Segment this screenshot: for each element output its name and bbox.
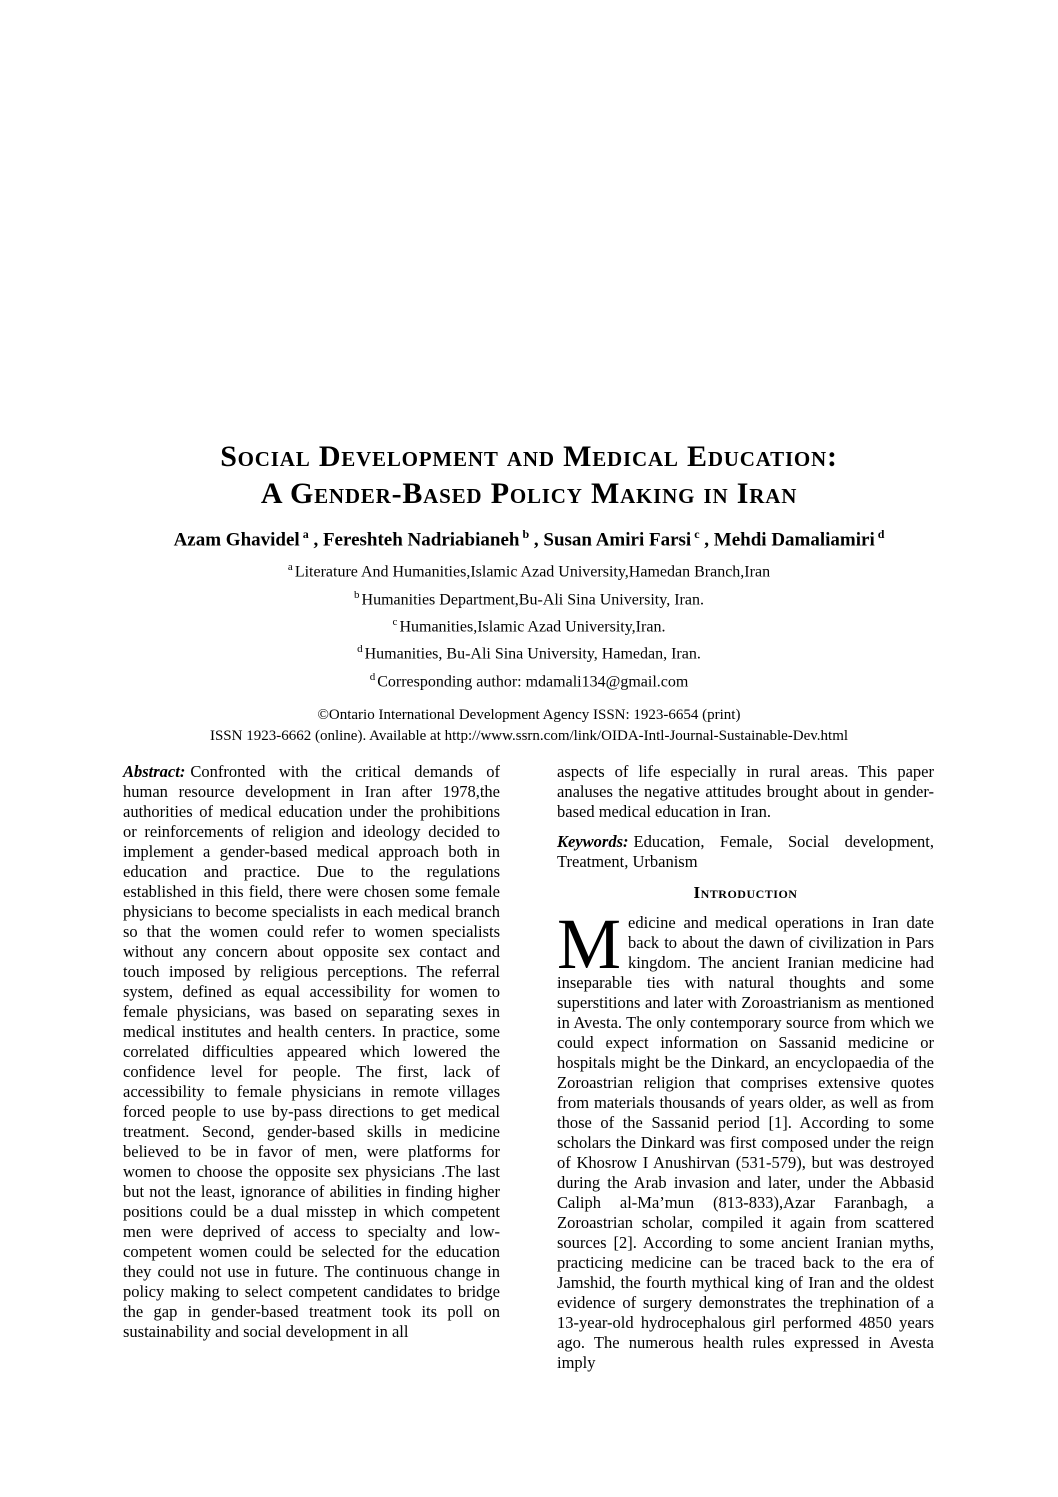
paper-title-line1: Social Development and Medical Education:	[220, 440, 838, 473]
author-separator: ,	[529, 529, 544, 551]
abstract-paragraph	[123, 762, 500, 1342]
author-name-1: Azam Ghavidel	[173, 529, 300, 551]
affiliation-mark-a: a	[287, 561, 293, 574]
two-column-body	[0, 762, 1058, 1373]
affiliation-text-b: Humanities Department,Bu-Ali Sina University, Iran.	[361, 590, 704, 608]
keywords-text: Education, Female, Social development, Treatment, Urbanism	[557, 831, 934, 871]
introduction-text: edicine and medical operations in Iran date back to about the dawn of civilization in Pars kingdom. The ancient Iranian medicine had inseparable ties with natural thoughts and some superstitions and later with Zoroastrianism as mentioned in Avesta. The only contemporary source from which we could expect information on Sassanid medicine or hospitals might be the Dinkard, an encyclopaedia of the Zoroastrian religion that comprises extensive quotes from materials thousands of years older, as well as from those of the Sassanid period [1]. According to some scholars the Dinkard was first composed under the reign of Khosrow I Anushirvan (531-579), but was destroyed during the Arab invasion and later, under the Abbasid Caliph al-Ma’mun (813-833),Azar Faranbagh, a Zoroastrian scholar, compiled it again from scattered sources [2]. According to some ancient Iranian myths, practicing medicine can be traced back to the era of Jamshid, the fourth mythical king of Iran and the oldest evidence of surgery demonstrates the trephination of a 13-year-old hydrocephalous girl performed 4850 years ago. The numerous health rules expressed in Avesta imply	[557, 912, 934, 1372]
right-column	[557, 762, 934, 1373]
paper-title	[0, 438, 1058, 512]
affiliation-mark-b: b	[354, 588, 360, 601]
abstract-continued-paragraph	[557, 762, 934, 822]
author-affiliation-mark-3: c	[694, 527, 700, 541]
affiliations-block	[0, 556, 1058, 693]
author-affiliation-mark-1: a	[302, 527, 309, 541]
affiliation-text-a: Literature And Humanities,Islamic Azad University,Hamedan Branch,Iran	[294, 563, 771, 581]
paper-front-matter	[0, 0, 1058, 747]
keywords-paragraph	[557, 832, 934, 872]
keywords-label: Keywords:	[557, 831, 629, 851]
author-name-4: Mehdi Damaliamiri	[713, 529, 875, 551]
affiliation-line-a	[0, 556, 1058, 583]
abstract-text-right: aspects of life especially in rural areas. This paper analuses the negative attitudes brought about in gender-based medical education in Iran.	[557, 761, 934, 821]
corresponding-author-line	[0, 666, 1058, 693]
abstract-label: Abstract:	[123, 761, 186, 781]
paper-title-line2: A Gender-Based Policy Making in Iran	[260, 477, 798, 510]
author-name-3: Susan Amiri Farsi	[543, 529, 692, 551]
left-column	[123, 762, 500, 1373]
affiliation-line-b	[0, 584, 1058, 611]
drop-cap-letter: M	[557, 903, 622, 984]
affiliation-line-d	[0, 638, 1058, 665]
author-separator: ,	[699, 529, 714, 551]
affiliation-mark-d: d	[357, 643, 363, 656]
introduction-paragraph	[557, 903, 934, 1373]
author-name-2: Fereshteh Nadriabianeh	[322, 529, 520, 551]
introduction-heading: Introduction	[693, 882, 798, 902]
corresponding-author-text: Corresponding author: mdamali134@gmail.com	[377, 672, 689, 690]
affiliation-mark-corresponding: d	[369, 670, 376, 683]
affiliation-text-d: Humanities, Bu-Ali Sina University, Hamedan, Iran.	[364, 645, 701, 663]
author-separator: ,	[308, 529, 323, 551]
abstract-text-left: Confronted with the critical demands of human resource development in Iran after 1978,the authorities of medical education under the prohibitions or reinforcements of religion and ideology decided to implement a gender-based medical approach both in education and practice. Due to the regulations established in this field, there were chosen some female physicians to become specialists in each medical branch so that the women could refer to women specialists without any concern about opposite sex contact and touch imposed by religious perceptions. The referral system, defined as equal accessibility for women to female physicians, was based on separating sexes in medical institutes and health centers. In practice, some correlated difficulties appeared which lowered the confidence level for people. The first, lack of accessibility to female physicians in remote villages forced people to use by-pass directions to get medical treatment. Second, gender-based skills in medicine believed to be in favor of men, were platforms for women to choose the opposite sex physicians .The last but not the least, ignorance of abilities in finding higher positions could be a dual misstep in which competent men were deprived of access to specialty and low-competent women could be selected for the education they could not use in future. The continuous change in policy making to select competent candidates to bridge the gap in gender-based treatment took its poll on sustainability and social development in all	[123, 761, 500, 1341]
authors-line	[0, 527, 1058, 551]
affiliation-mark-c: c	[392, 615, 398, 628]
affiliation-text-c: Humanities,Islamic Azad University,Iran.	[399, 618, 666, 636]
publisher-issn-print-line: ©Ontario International Development Agency ISSN: 1923-6654 (print)	[317, 706, 741, 723]
affiliation-line-c	[0, 611, 1058, 638]
author-affiliation-mark-2: b	[522, 527, 530, 541]
publisher-issn-online-line: ISSN 1923-6662 (online). Available at http://www.ssrn.com/link/OIDA-Intl-Journal-Sustainable-Dev.html	[209, 727, 849, 744]
author-affiliation-mark-4: d	[877, 527, 885, 541]
publisher-block	[0, 705, 1058, 747]
